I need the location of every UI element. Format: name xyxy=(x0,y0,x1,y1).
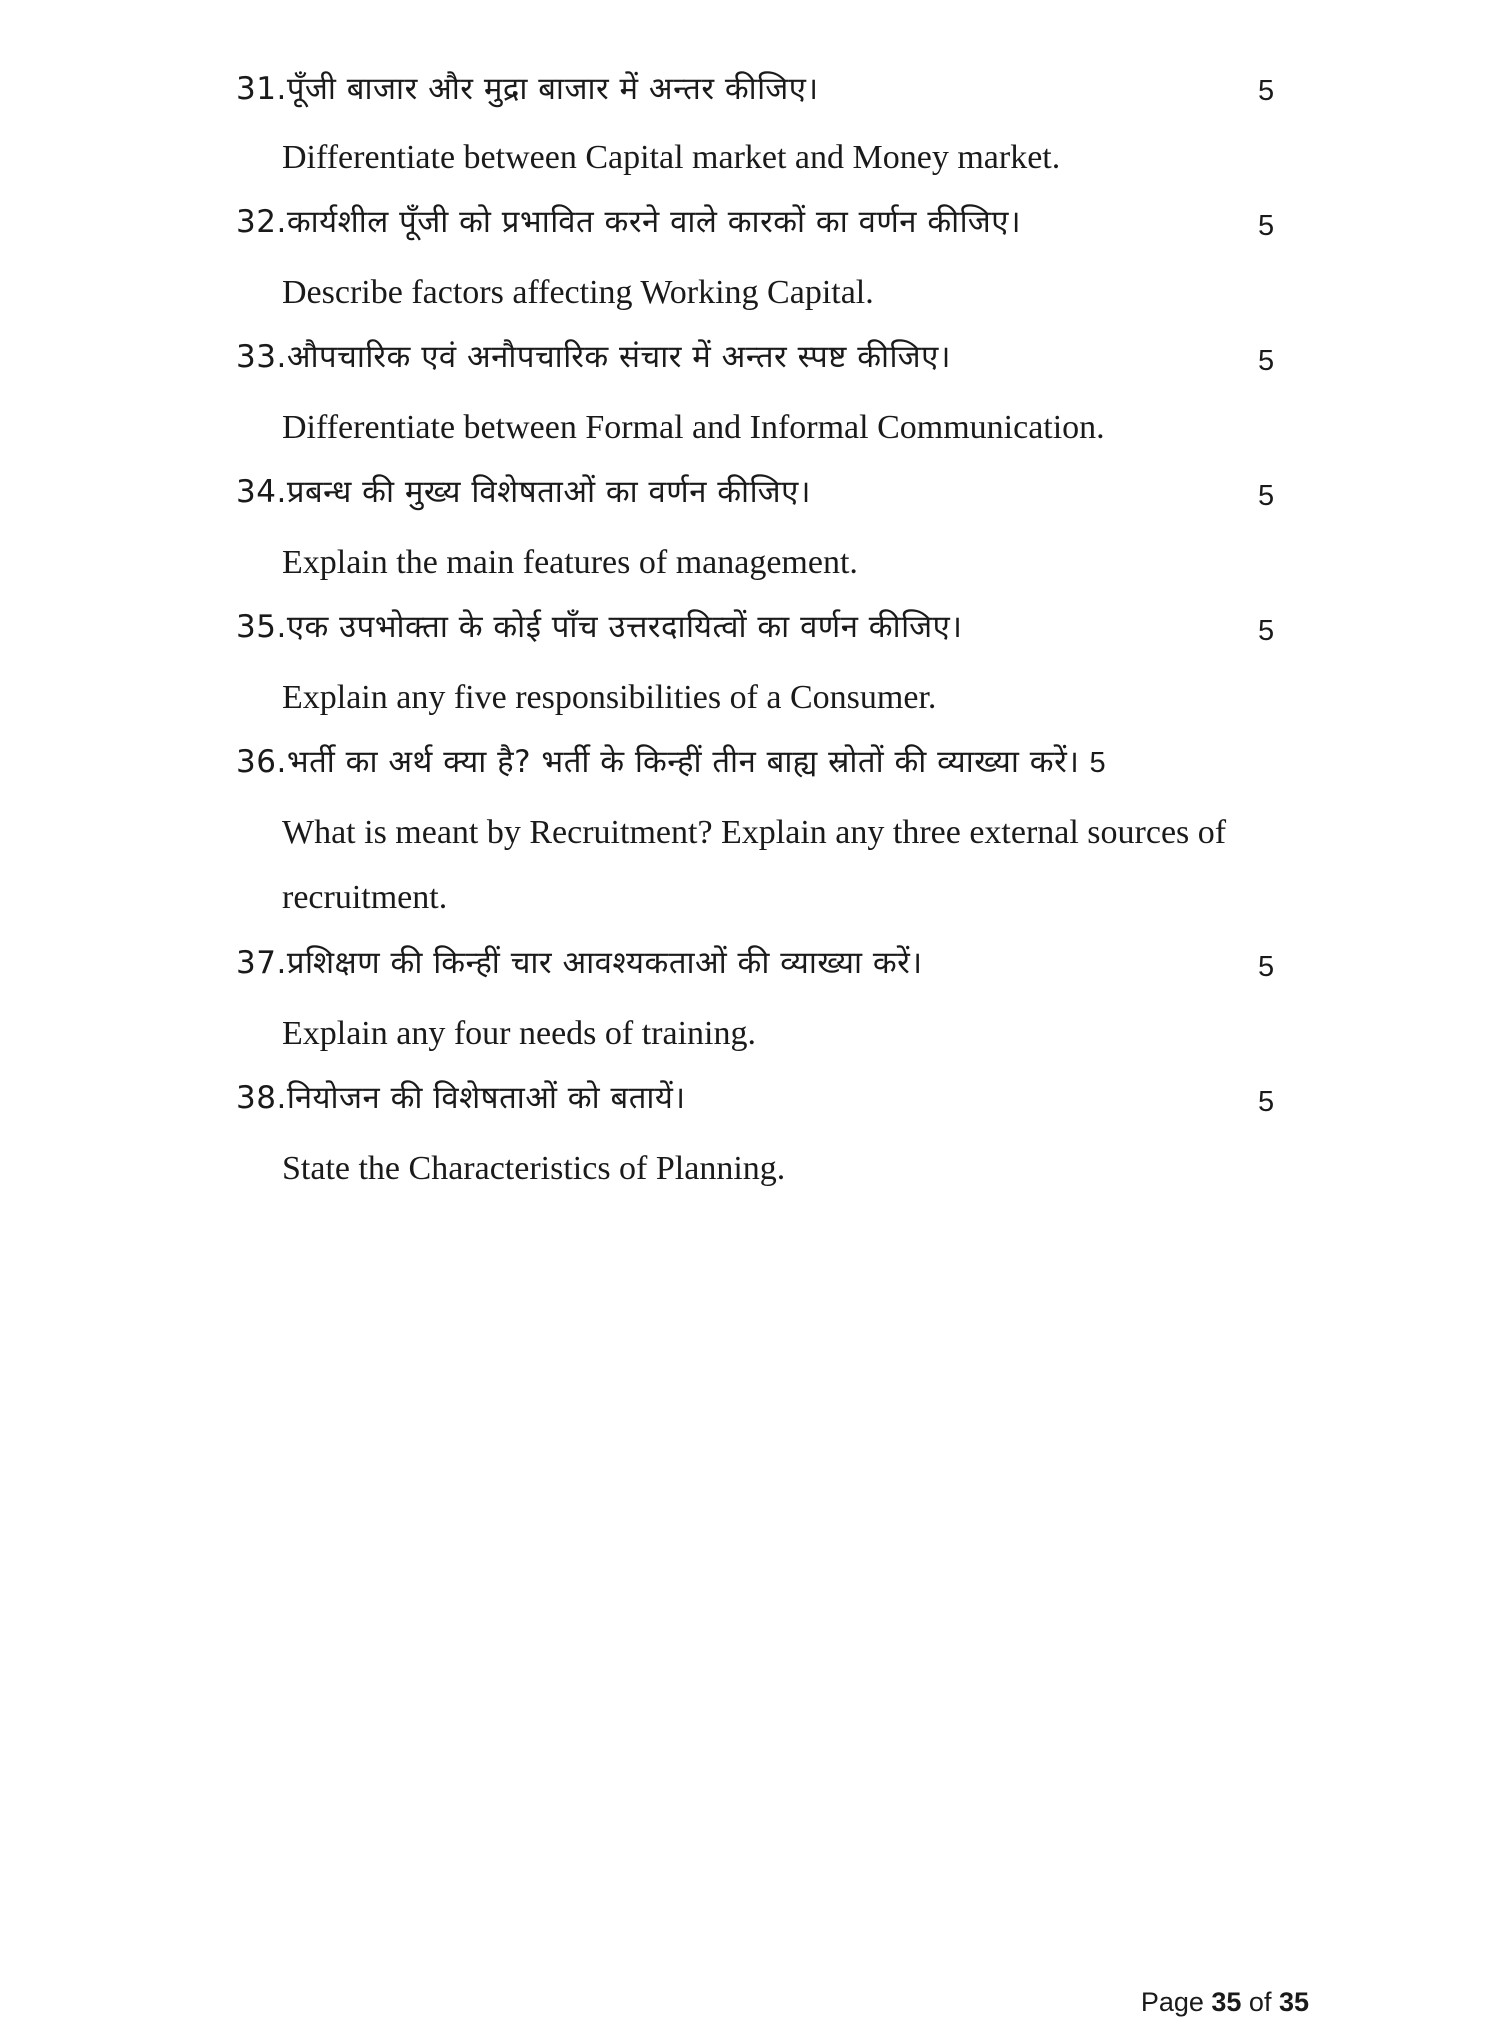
question-34-english: Explain the main features of management. xyxy=(282,544,858,581)
question-34-marks: 5 xyxy=(1258,480,1275,512)
question-33-english: Differentiate between Formal and Informal Communication. xyxy=(282,409,1105,446)
question-37-english: Explain any four needs of training. xyxy=(282,1015,756,1052)
question-32-hindi: 32.कार्यशील पूँजी को प्रभावित करने वाले कारकों का वर्णन कीजिए। xyxy=(236,204,1022,240)
question-36-marks: 5 xyxy=(1089,747,1107,779)
question-32-marks: 5 xyxy=(1258,210,1275,242)
question-35-marks: 5 xyxy=(1258,615,1275,647)
question-32-english: Describe factors affecting Working Capital. xyxy=(282,274,874,311)
page-current: 35 xyxy=(1211,1987,1242,2017)
question-38-marks: 5 xyxy=(1258,1086,1275,1118)
question-35-english: Explain any five responsibilities of a Consumer. xyxy=(282,679,937,716)
question-38-hindi: 38.नियोजन की विशेषताओं को बतायें। xyxy=(236,1080,686,1116)
question-31-hindi: 31.पूँजी बाजार और मुद्रा बाजार में अन्तर कीजिए। xyxy=(236,71,819,107)
question-37-marks: 5 xyxy=(1258,951,1275,983)
question-36-english: What is meant by Recruitment? Explain any three external sources of xyxy=(282,814,1227,851)
question-36-hindi: 36.भर्ती का अर्थ क्या है? भर्ती के किन्हीं तीन बाह्य स्रोतों की व्याख्या करें। 5 xyxy=(236,744,1107,780)
page-total: 35 xyxy=(1278,1987,1309,2017)
question-37-hindi: 37.प्रशिक्षण की किन्हीं चार आवश्यकताओं की व्याख्या करें। xyxy=(236,945,923,981)
page-number: Page 35 of 35 xyxy=(1140,1987,1309,2017)
question-33-hindi: 33.औपचारिक एवं अनौपचारिक संचार में अन्तर स्पष्ट कीजिए। xyxy=(236,339,951,375)
question-31-marks: 5 xyxy=(1258,75,1275,107)
question-31-english: Differentiate between Capital market and Money market. xyxy=(282,139,1061,176)
question-33-marks: 5 xyxy=(1258,345,1275,377)
question-38-english: State the Characteristics of Planning. xyxy=(282,1150,786,1187)
question-35-hindi: 35.एक उपभोक्ता के कोई पाँच उत्तरदायित्वों का वर्णन कीजिए। xyxy=(236,609,963,645)
question-34-hindi: 34.प्रबन्ध की मुख्य विशेषताओं का वर्णन कीजिए। xyxy=(236,474,812,510)
question-36-english-cont: recruitment. xyxy=(282,879,448,916)
